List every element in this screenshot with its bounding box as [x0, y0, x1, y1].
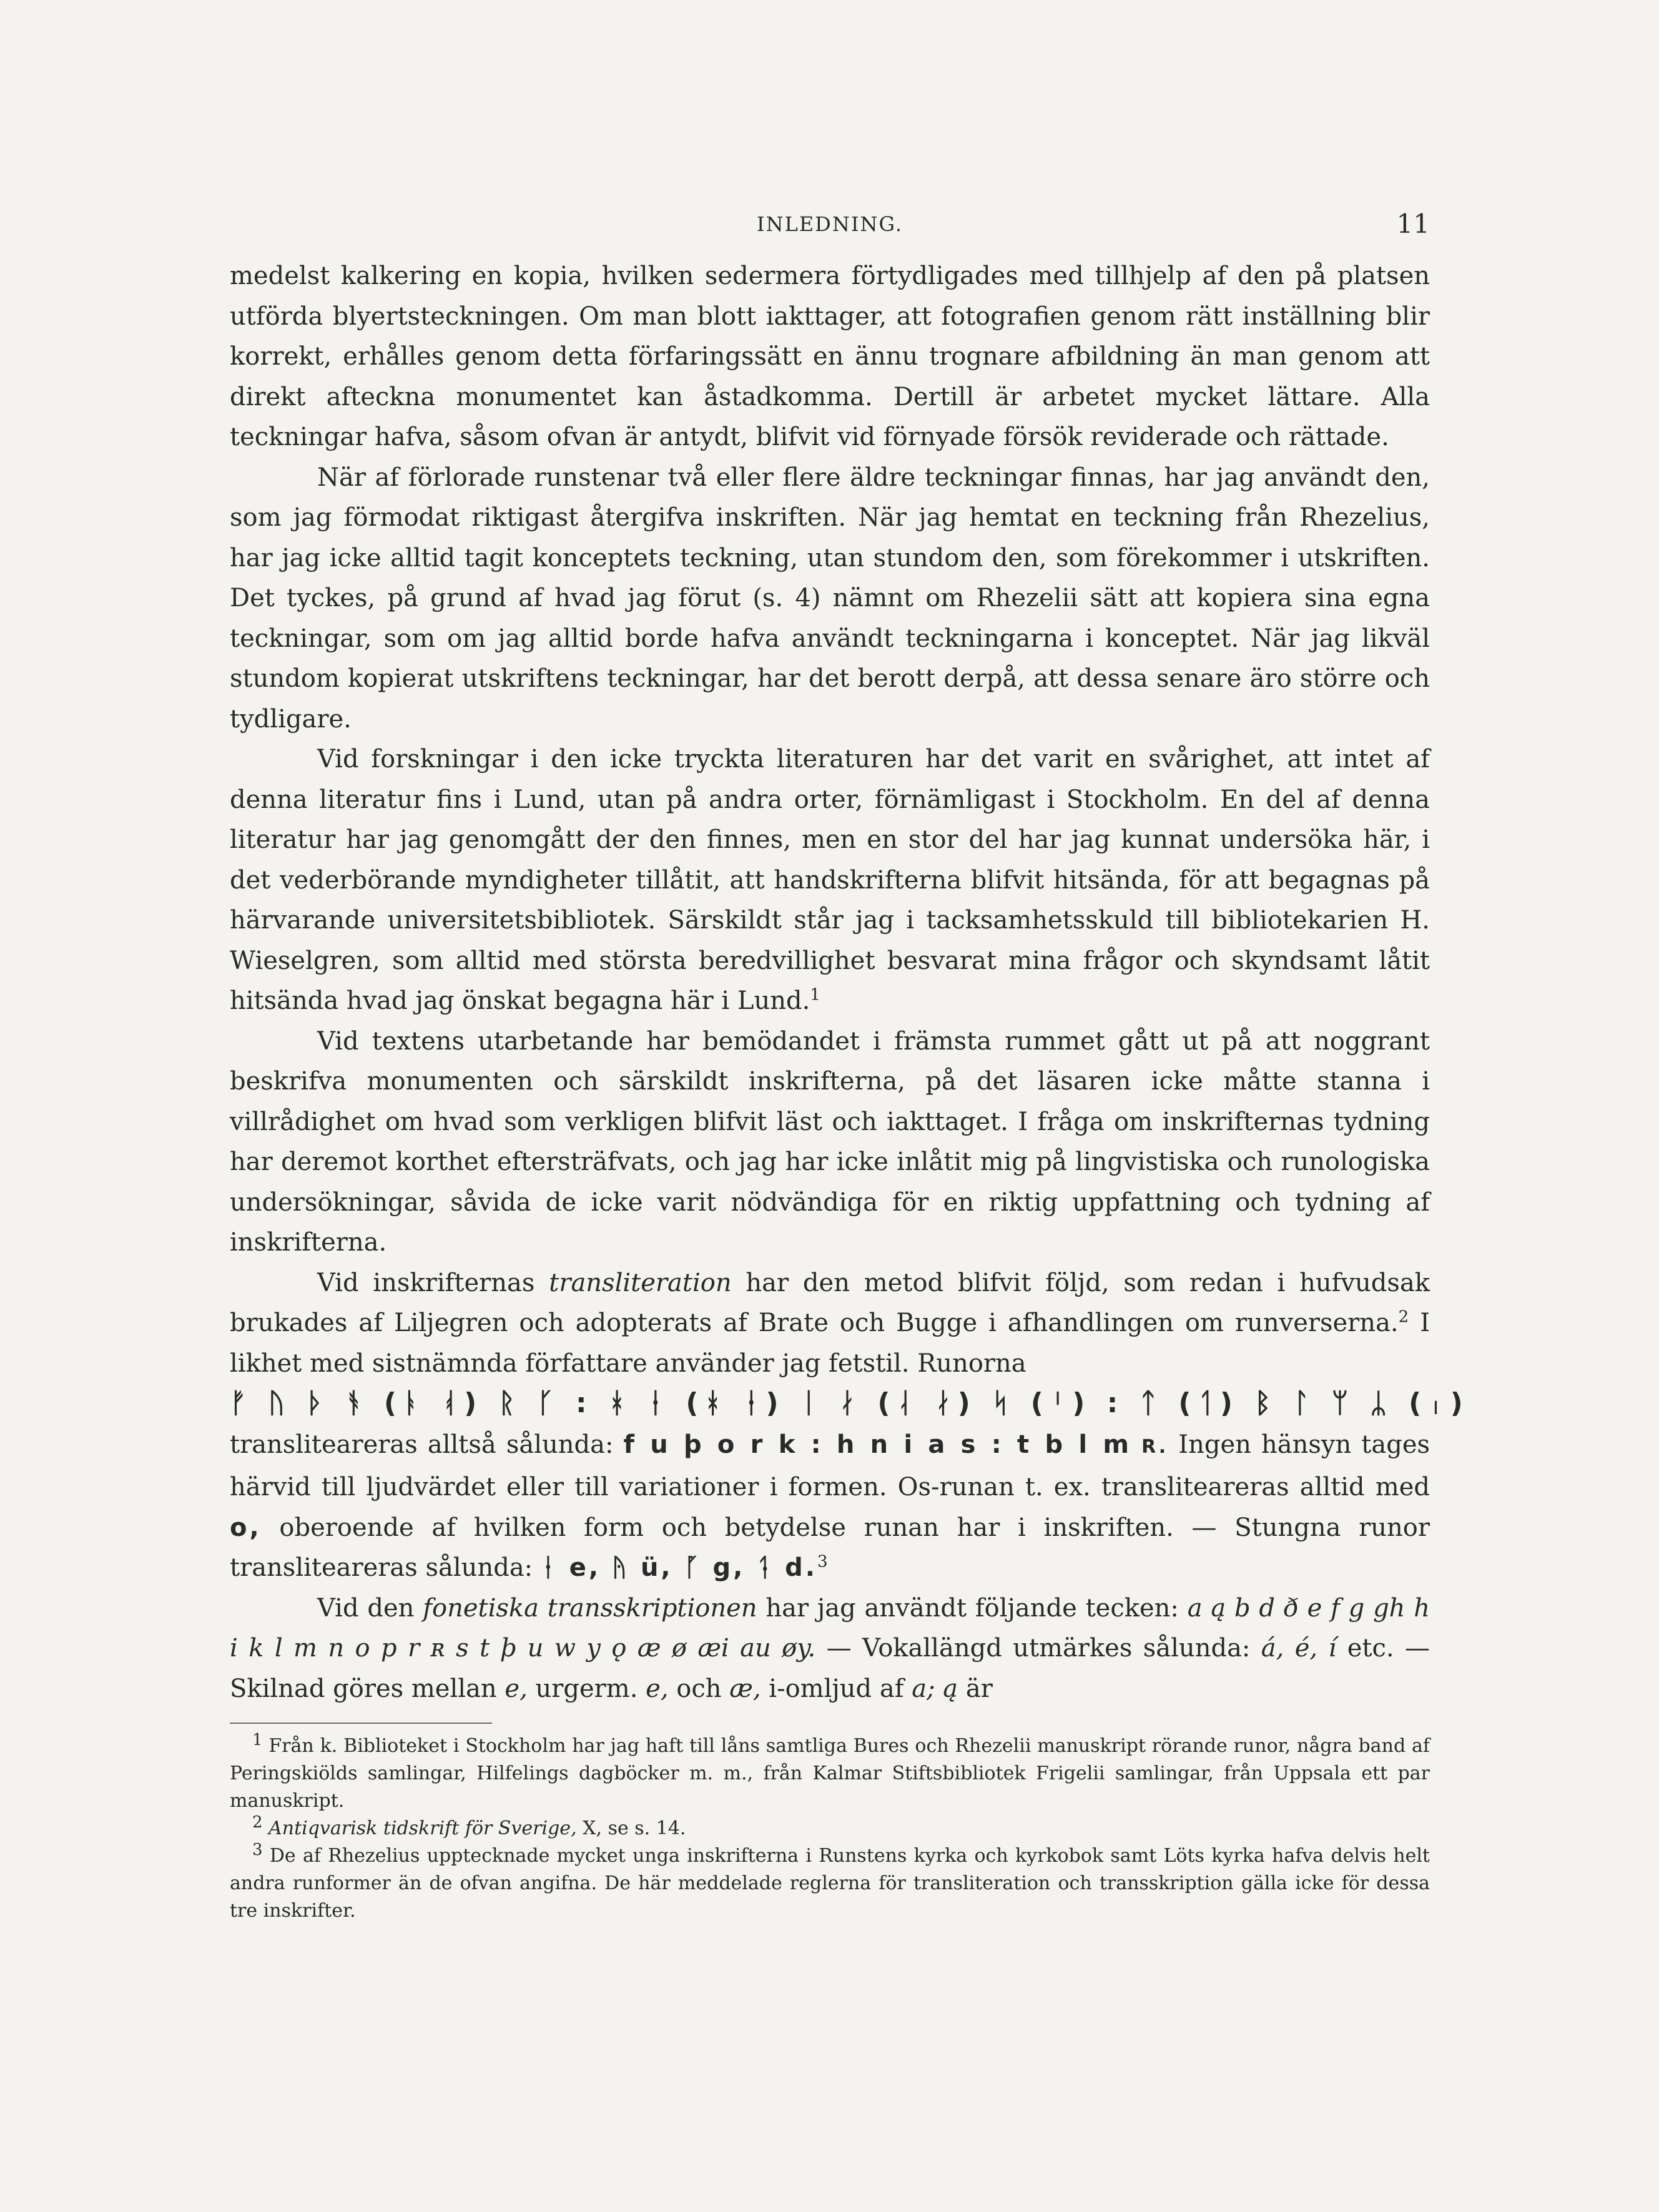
book-page	[230, 209, 1469, 1925]
page-number: 11	[1396, 209, 1430, 239]
paragraph-text: har den metod blifvit följd, som redan i hufvudsak brukades af Liljegren och adopterats af Brate och Bugge i afhandlingen om runverserna.	[230, 1268, 1430, 1337]
paragraph-text: är	[965, 1674, 993, 1703]
bold-transliteration: o,	[230, 1513, 262, 1542]
footnote-title: Antiqvarisk tidskrift för Sverige,	[268, 1817, 577, 1839]
footnote-mark: 1	[252, 1731, 263, 1749]
running-header	[230, 209, 1430, 256]
paragraph-text: — Vokallängd utmärkes sålunda:	[826, 1634, 1251, 1663]
footnote-text: X, se s. 14.	[583, 1817, 686, 1839]
paragraph-text: medelst kalkering en kopia, hvilken sedermera förtydligades med tillhjelp af den på platsen utförda blyertsteckningen. Om man blott iakttager, att fotografien genom rätt inställning blir korrekt, erhålles genom detta förfaringssätt en ännu trognare afbildning än man genom att direkt afteckna monumentet kan åstadkomma. Dertill är arbetet mycket lättare. Alla teckningar hafva, såsom ofvan är antydt, blifvit vid förnyade försök reviderade och rättade.	[230, 262, 1430, 451]
italic-term: e,	[646, 1674, 669, 1703]
rune-row	[230, 1384, 1469, 1425]
paragraph	[230, 1263, 1430, 1384]
footnote-ref: 2	[1398, 1307, 1409, 1327]
paragraph-text: Ingen hänsyn tages härvid till ljudvärdet eller till variationer i formen. Os-runan t. ex. transliteareras alltid med	[230, 1430, 1430, 1502]
footnote-text: Från k. Biblioteket i Stockholm har jag haft till låns samtliga Bures och Rhezelii manuskript rörande runor, några band af Peringskiölds samlingar, Hilfelings dagböcker m. m., från Kalmar Stiftsbibliotek Frigelii samlingar, från Uppsala ett par manuskript.	[230, 1735, 1430, 1812]
footnote-ref: 3	[817, 1552, 828, 1571]
footnote	[230, 1815, 1430, 1842]
paragraph-text: urgerm.	[535, 1674, 638, 1703]
italic-term: æ,	[729, 1674, 761, 1703]
footnote-mark: 2	[252, 1813, 263, 1832]
footnote-ref: 1	[810, 985, 820, 1005]
paragraph	[230, 256, 1430, 458]
footnote-divider	[230, 1723, 492, 1724]
paragraph-text: Vid den	[317, 1593, 415, 1623]
paragraph	[230, 1021, 1430, 1263]
paragraph-text: Vid inskrifternas	[317, 1268, 535, 1297]
dotted-runes: ᛂ e, ᚤ ü, ᚵ g, ᛑ d.	[540, 1553, 817, 1582]
italic-term: a;	[912, 1674, 935, 1703]
footnote-text: De af Rhezelius upptecknade mycket unga inskrifterna i Runstens kyrka och kyrkobok samt Löts kyrka hafva delvis helt andra runformer än de ofvan angifna. De här meddelade reglerna för transliteration och transskription gälla icke för dessa tre inskrifter.	[230, 1845, 1430, 1922]
footnote	[230, 1733, 1430, 1815]
paragraph	[230, 1425, 1430, 1588]
running-title: INLEDNING.	[756, 212, 903, 236]
phonetic-signs: a ą b d ð e f g gh h i k l m n o p r ʀ s t þ u w y ǫ æ ø æi au øy.	[230, 1593, 1430, 1663]
rune-sequence: ᚠ ᚢ ᚦ ᚬ (ᚭ ᚮ) ᚱ ᚴ : ᚼ ᚽ (ᚼ ᚽ) ᛁ ᛅ (ᛆ ᛅ) ᛋ (ᛌ) : ᛏ (ᛐ) ᛒ ᛚ ᛘ ᛦ (ᛧ)	[230, 1387, 1469, 1419]
paragraph-text: transliteareras alltså sålunda:	[230, 1430, 614, 1459]
body-text	[230, 256, 1469, 1709]
paragraph	[230, 1588, 1430, 1709]
paragraph-text: i-omljud af	[769, 1674, 904, 1703]
footnote	[230, 1842, 1430, 1925]
paragraph-text: har jag användt följande tecken:	[766, 1593, 1179, 1623]
paragraph	[230, 739, 1430, 1021]
paragraph-text: Vid forskningar i den icke tryckta literaturen har det varit en svårighet, att intet af denna literatur fins i Lund, utan på andra orter, förnämligast i Stockholm. En del af denna literatur har jag genomgått der den finnes, men en stor del har jag kunnat undersöka här, i det vederbörande myndigheter tillåtit, att handskrifterna blifvit hitsända, för att begagnas på härvarande universitetsbibliotek. Särskildt står jag i tacksamhetsskuld till bibliotekarien H. Wieselgren, som alltid med största beredvillighet besvarat mina frågor och skyndsamt låtit hitsända hvad jag önskat begagna här i Lund.	[230, 745, 1430, 1015]
paragraph-text: etc. — Skilnad göres mellan	[230, 1634, 1430, 1703]
italic-term: e,	[505, 1674, 528, 1703]
bold-transliteration: R.	[1141, 1435, 1169, 1458]
italic-term: fonetiska transskriptionen	[423, 1593, 757, 1623]
italic-term: á, é, í	[1261, 1634, 1337, 1663]
paragraph-text: och	[676, 1674, 722, 1703]
footnotes	[230, 1733, 1430, 1925]
paragraph-text: oberoende af hvilken form och betydelse runan har i inskriften. — Stungna runor transliteareras sålunda:	[230, 1513, 1430, 1582]
italic-term: ą	[943, 1674, 958, 1703]
footnote-mark: 3	[252, 1841, 263, 1859]
italic-term: transliteration	[549, 1268, 732, 1297]
paragraph	[230, 458, 1430, 740]
paragraph-text: I likhet med sistnämnda författare använder jag fetstil. Runorna	[230, 1309, 1430, 1378]
paragraph-text: När af förlorade runstenar två eller flere äldre teckningar finnas, har jag användt den, som jag förmodat riktigast återgifva inskriften. När jag hemtat en teckning från Rhezelius, har jag icke alltid tagit konceptets teckning, utan stundom den, som förekommer i utskriften. Det tyckes, på grund af hvad jag förut (s. 4) nämnt om Rhezelii sätt att kopiera sina egna teckningar, som om jag alltid borde hafva användt teckningarna i konceptet. När jag likväl stundom kopierat utskriftens teckningar, har det berott derpå, att dessa senare äro större och tydligare.	[230, 463, 1430, 734]
paragraph-text: Vid textens utarbetande har bemödandet i främsta rummet gått ut på att noggrant beskrifva monumenten och särskildt inskrifterna, på det läsaren icke måtte stanna i villrådighet om hvad som verkligen blifvit läst och iakttaget. I fråga om inskrifternas tydning har deremot korthet eftersträfvats, och jag har icke inlåtit mig på lingvistiska och runologiska undersökningar, såvida de icke varit nödvändiga för en riktig uppfattning och tydning af inskrifterna.	[230, 1026, 1430, 1257]
bold-transliteration: f u þ o r k : h n i a s : t b l m	[623, 1430, 1132, 1459]
